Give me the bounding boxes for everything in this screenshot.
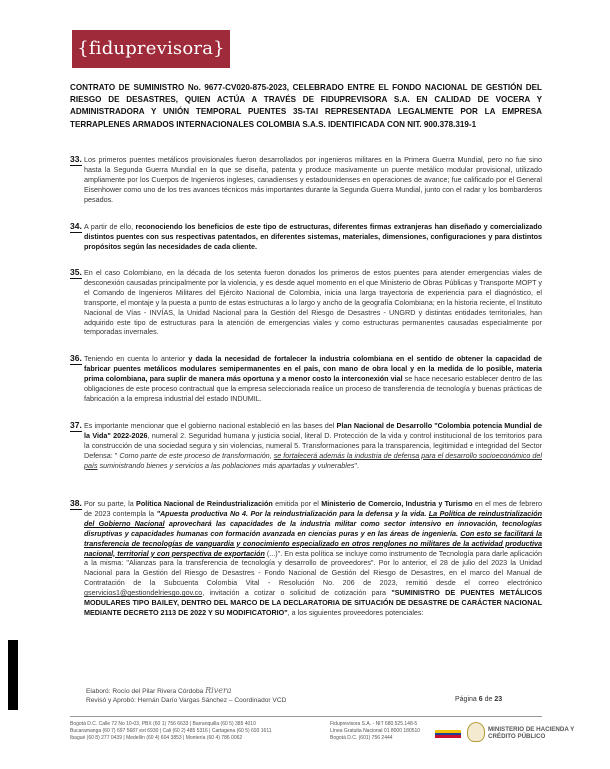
reviso-text: Revisó y Aprobó: Hernán Darío Vargas Sánchez – Coordinador VCD	[86, 697, 287, 704]
clause-text: , invitación a cotizar o solicitud de cotización para	[202, 588, 392, 598]
clause-text: se hace necesario establecer dentro de las obligaciones de este proceso contractual que la empresa seleccionada realice un proceso de transferencia de tecnología y buenas prácticas de fabricación a la empresa industrial del estado INDUMIL.	[84, 373, 542, 403]
clause-text: emitida por el	[272, 499, 322, 508]
ministry-name: Ministerio de Comercio, Industria y Turismo	[321, 499, 473, 508]
clause-number: 37.	[70, 420, 82, 430]
clause-quote-underlined: se fortalecerá además la industria de defensa para el desarrollo socioeconómico del país	[84, 450, 542, 470]
clause-text-bold: y dada la necesidad de fortalecer la industria colombiana en el sentido de obtener la capacidad de fabricar puentes metálicos modulares semipermanentes en el país, con mano de obra local y en la medida de lo posible, materia prima colombiana, para suplir de manera más oportuna y a menor costo la interconexión vial	[84, 354, 542, 383]
clause-text-bold: reconociendo los beneficios de este tipo de estructuras, diferentes firmas extranjeras han diseñado y comercializado distintos puentes con sus respectivas patentados, en diferentes sistemas, materiales, dimensiones, configuraciones y para distintos propósitos según las necesidades de cada cliente.	[84, 222, 542, 251]
clause-quote-underlined: Con esto se facilitará la transferencia de tecnologías de vanguardia y conocimiento especializado en otros renglones no militares de la actividad productiva nacional, territorial y con perspectiva de exportación	[84, 528, 543, 558]
colombia-flag-icon	[435, 730, 461, 738]
clause-37	[70, 421, 542, 471]
address-line: Bucaramanga (60 7) 697 5687 ext 6930 | Cali (60 2) 485 5316 | Cartagena (60 5) 693 1611	[70, 728, 272, 735]
address-line: Ibagué (60 8) 277 0439 | Medellín (60 4) 604 3853 | Montería (60 4) 786 0062	[70, 735, 243, 742]
policy-name: Política Nacional de Reindustrialización	[136, 499, 273, 508]
clause-text: , a los siguientes proveedores potenciales:	[287, 607, 424, 617]
clause-34	[70, 222, 542, 252]
clause-33	[70, 155, 542, 205]
fiduprevisora-logo: {fiduprevisora}	[72, 30, 230, 68]
clause-quote: aprovechará las capacidades de la industria militar como sector intensivo en innovación, tecnologías disruptivas y capacidades humanas con formación avanzada en ciencias puras y en las áreas de ingeniería.	[84, 518, 542, 538]
ministry-logo-text: MINISTERIO DE HACIENDA Y CRÉDITO PÚBLICO	[488, 726, 575, 741]
contact-line: Fiduprevisora S.A. - NIT 680.525.148-5	[330, 721, 418, 727]
clause-text: En el caso Colombiano, en la década de los setenta fueron donados los primeros de estos puentes para atender emergencias viales de desconexión causadas principalmente por la violencia, y es desde aquel momento en el que Ministerio de Obras Públicas y Transporte MOPT y el Comando de Ingenieros Militares del Ejército Nacional de Colombia, inicia una larga trayectoria de experiencia para el diagnóstico, el transporte, el montaje y la puesta a punto de estas estructuras a lo largo y ancho de la geografía Colombiana; en la historia reciente, el Instituto Nacional de Vías - INVÍAS, la Unidad Nacional para la Gestión del Riesgo de Desastres - UNGRD y distintas entidades territoriales, han adquirido este tipo de estructuras para la atención de emergencias viales y como estructuras permanentes causadas especialmente por temporadas invernales.	[84, 268, 542, 337]
clause-text: Por su parte, la	[84, 499, 137, 508]
clause-38	[70, 499, 542, 618]
supply-object: "SUMINISTRO DE PUENTES METÁLICOS MODULARES TIPO BAILEY, DENTRO DEL MARCO DE LA DECLARATORIA DE SITUACIÓN DE DESASTRE DE CARÁCTER NACIONAL MEDIANTE DECRETO 2113 DE 2022 Y SU MODIFICATORIO"	[84, 588, 543, 617]
side-barcode	[8, 640, 18, 710]
clause-text: en el mes de febrero de 2023 contempla la	[84, 499, 543, 518]
clause-quote: Como parte de este proceso de transformación,	[117, 450, 274, 460]
contact-line: Bogotá D.C. (601) 756 2444	[330, 735, 393, 742]
plan-nacional-title: Plan Nacional de Desarrollo "Colombia potencia Mundial de la Vida" 2022-2026	[84, 421, 542, 440]
footer-divider	[70, 716, 542, 717]
clause-text: ".	[354, 460, 360, 470]
clause-quote: suministrando bienes y servicios a las poblaciones más apartadas y vulnerables	[97, 460, 355, 470]
contact-line: Línea Gratuita Nacional 01 8000 180510	[330, 728, 421, 735]
footer-contact	[330, 721, 430, 743]
clause-text: Es importante mencionar que el gobierno nacional estableció en las bases del	[84, 421, 337, 430]
clause-text: Los primeros puentes metálicos provisionales fueron desarrollados por ingenieros militares en la Primera Guerra Mundial, pero no fue sino hasta la Segunda Guerra Mundial en la que se diseña, patenta y produce masivamente un puente metálico modular provisional, utilizado ampliamente por los Cuerpos de Ingenieros ingleses, canadienses y estadounidenses en operaciones de avance; fue calificado por el General Eisenhower como uno de los tres avances técnicos más importantes durante la Segunda Guerra Mundial, junto con el radar y los bombarderos pesados.	[84, 155, 542, 204]
clause-number: 34.	[70, 221, 82, 231]
clause-36	[70, 354, 542, 404]
email-link[interactable]: gservicios1@gestiondelriesgo.gov.co	[84, 588, 203, 598]
clause-quote-underlined: La Política de reindustrialización del Gobierno Nacional	[84, 508, 543, 528]
signature: Rivera	[205, 686, 232, 695]
page-number: Página 6 de 23	[455, 696, 503, 703]
clause-text: , numeral 2. Seguridad humana y justicia social, literal D. Protección de la vida y control institucional de los territorios para la construcción de una sociedad segura y sin violencias, numeral 5. Transformaciones para la transparencia, legitimidad e integridad del Sector Defensa: "	[84, 430, 542, 460]
address-line: Bogotá D.C. Calle 72 No 10-03, PBX (60 1) 756 6633 | Barranquilla (60 5) 385 4010	[70, 721, 256, 727]
footer-credits	[86, 686, 286, 705]
clause-text: (...)". En esta política se incluye como instrumento de Tecnología para darle aplicación a la misma: "Alianzas para la transferencia de tecnología y desarrollo de proveedores". Por lo anterior, el 28 de julio del 2023 la Unidad Nacional para la Gestión del Riesgo de Desastres - Fondo Nacional de Gestión del Riesgo de Desastres, en el marco del Manual de Contratación de la Subcuenta Colombia Vital - Resolución No. 206 de 2023, remitió desde el correo electrónico	[84, 548, 543, 588]
clause-text: A partir de ello,	[84, 222, 136, 231]
contract-title: CONTRATO DE SUMINISTRO No. 9677-CV020-875-2023, CELEBRADO ENTRE EL FONDO NACIONAL DE GESTIÓN DEL RIESGO DE DESASTRES, QUIEN ACTÚA A TRAVÉS DE FIDUPREVISORA S.A. EN CALIDAD DE VOCERA Y ADMINISTRADORA Y UNIÓN TEMPORAL PUENTES 3S-TAI REPRESENTADA LEGALMENTE POR LA EMPRESA TERRAPLENES ARMADOS INTERNACIONALES COLOMBIA S.A.S. IDENTIFICADA CON NIT. 900.378.319-1	[70, 83, 542, 129]
clause-number: 38.	[70, 498, 82, 508]
clause-number: 36.	[70, 353, 82, 363]
clause-text: Teniendo en cuenta lo anterior	[84, 354, 189, 363]
clause-number: 33.	[70, 154, 82, 164]
ministry-seal-icon	[467, 722, 485, 742]
footer-addresses	[70, 721, 315, 743]
clause-35	[70, 268, 542, 337]
elaboro-text: Elaboró: Rocío del Pilar Rivera Córdoba	[86, 688, 204, 695]
clause-quote: "Apuesta productiva No 4. Por la reindustrialización para la defensa y la vida.	[156, 508, 429, 518]
clause-number: 35.	[70, 267, 82, 277]
